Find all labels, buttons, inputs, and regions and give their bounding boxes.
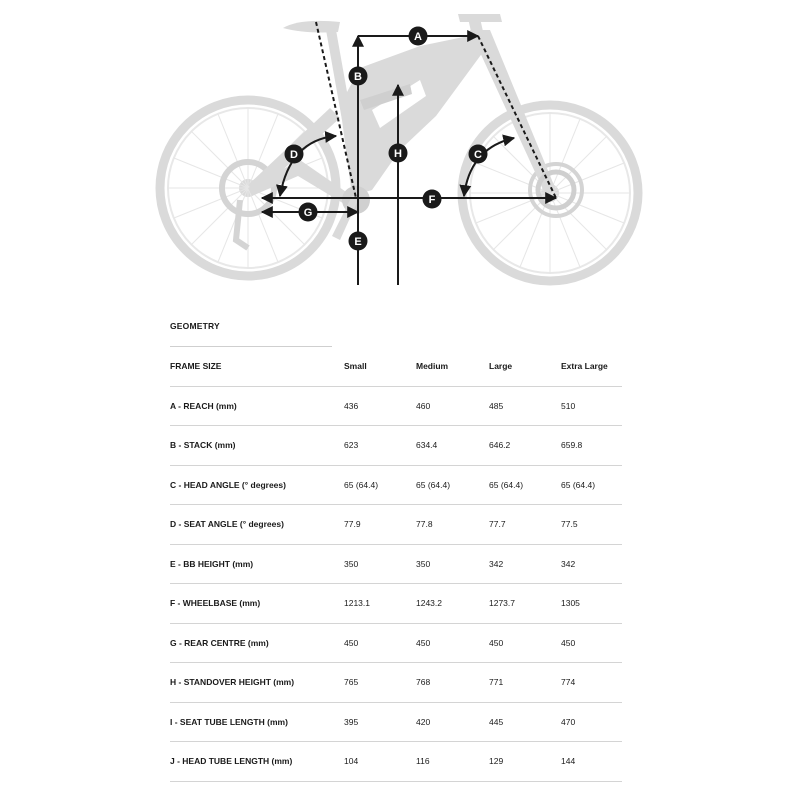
table-cell: 350	[344, 544, 416, 584]
table-cell: 623	[344, 426, 416, 466]
badge-e	[349, 232, 368, 251]
table-cell: 1305	[561, 584, 622, 624]
table-cell: 1243.2	[416, 584, 489, 624]
frame-size-header: FRAME SIZE	[170, 347, 344, 386]
badge-g	[299, 203, 318, 222]
badge-a-label: A	[414, 31, 422, 43]
row-label: J - HEAD TUBE LENGTH (mm)	[170, 742, 344, 782]
table-cell: 116	[416, 742, 489, 782]
table-row	[170, 426, 622, 466]
table-cell: 634.4	[416, 426, 489, 466]
table-cell: 510	[561, 386, 622, 426]
badge-f-label: F	[428, 194, 436, 206]
row-label: E - BB HEIGHT (mm)	[170, 544, 344, 584]
table-cell: 774	[561, 663, 622, 703]
table-cell: 1273.7	[489, 584, 561, 624]
table-cell: 646.2	[489, 426, 561, 466]
badge-e-label: E	[354, 236, 362, 248]
badge-d-label: D	[290, 149, 298, 161]
table-cell: 129	[489, 742, 561, 782]
bike-geometry-diagram	[0, 0, 800, 295]
table-cell: 65 (64.4)	[561, 465, 622, 505]
frame-silhouette	[248, 14, 574, 240]
row-label: F - WHEELBASE (mm)	[170, 584, 344, 624]
table-cell: 470	[561, 702, 622, 742]
table-cell: 450	[416, 623, 489, 663]
row-label: C - HEAD ANGLE (° degrees)	[170, 465, 344, 505]
badge-a	[409, 27, 428, 46]
table-cell: 659.8	[561, 426, 622, 466]
row-label: D - SEAT ANGLE (° degrees)	[170, 505, 344, 545]
table-row	[170, 386, 622, 426]
table-cell: 450	[489, 623, 561, 663]
table-row	[170, 623, 622, 663]
table-cell: 350	[416, 544, 489, 584]
table-row	[170, 505, 622, 545]
table-cell: 395	[344, 702, 416, 742]
table-cell: 77.8	[416, 505, 489, 545]
table-cell: 77.7	[489, 505, 561, 545]
row-label: A - REACH (mm)	[170, 386, 344, 426]
table-cell: 450	[344, 623, 416, 663]
table-cell: 65 (64.4)	[416, 465, 489, 505]
table-cell: 485	[489, 386, 561, 426]
size-header: Large	[489, 347, 561, 386]
size-header: Extra Large	[561, 347, 622, 386]
table-header-row	[170, 347, 622, 386]
table-cell: 420	[416, 702, 489, 742]
table-cell: 342	[561, 544, 622, 584]
row-label: B - STACK (mm)	[170, 426, 344, 466]
table-row	[170, 584, 622, 624]
table-row	[170, 702, 622, 742]
table-cell: 144	[561, 742, 622, 782]
table-cell: 765	[344, 663, 416, 703]
badge-c	[469, 145, 488, 164]
badge-b	[349, 67, 368, 86]
row-label: H - STANDOVER HEIGHT (mm)	[170, 663, 344, 703]
table-cell: 771	[489, 663, 561, 703]
table-row	[170, 663, 622, 703]
table-cell: 1213.1	[344, 584, 416, 624]
table-cell: 104	[344, 742, 416, 782]
table-cell: 450	[561, 623, 622, 663]
row-label: I - SEAT TUBE LENGTH (mm)	[170, 702, 344, 742]
badge-d	[285, 145, 304, 164]
badge-f	[423, 190, 442, 209]
row-label: G - REAR CENTRE (mm)	[170, 623, 344, 663]
table-row	[170, 465, 622, 505]
table-cell: 436	[344, 386, 416, 426]
table-cell: 445	[489, 702, 561, 742]
size-header: Small	[344, 347, 416, 386]
table-cell: 77.9	[344, 505, 416, 545]
badge-g-label: G	[303, 207, 313, 219]
geometry-title: GEOMETRY	[170, 321, 220, 331]
badge-h	[389, 144, 408, 163]
size-header: Medium	[416, 347, 489, 386]
table-cell: 65 (64.4)	[489, 465, 561, 505]
table-cell: 768	[416, 663, 489, 703]
table-cell: 65 (64.4)	[344, 465, 416, 505]
badge-c-label: C	[474, 149, 482, 161]
table-row	[170, 742, 622, 782]
geometry-table	[170, 347, 622, 782]
table-row	[170, 544, 622, 584]
badge-h-label: H	[394, 148, 402, 160]
table-cell: 460	[416, 386, 489, 426]
table-cell: 342	[489, 544, 561, 584]
badge-b-label: B	[354, 71, 362, 83]
table-cell: 77.5	[561, 505, 622, 545]
